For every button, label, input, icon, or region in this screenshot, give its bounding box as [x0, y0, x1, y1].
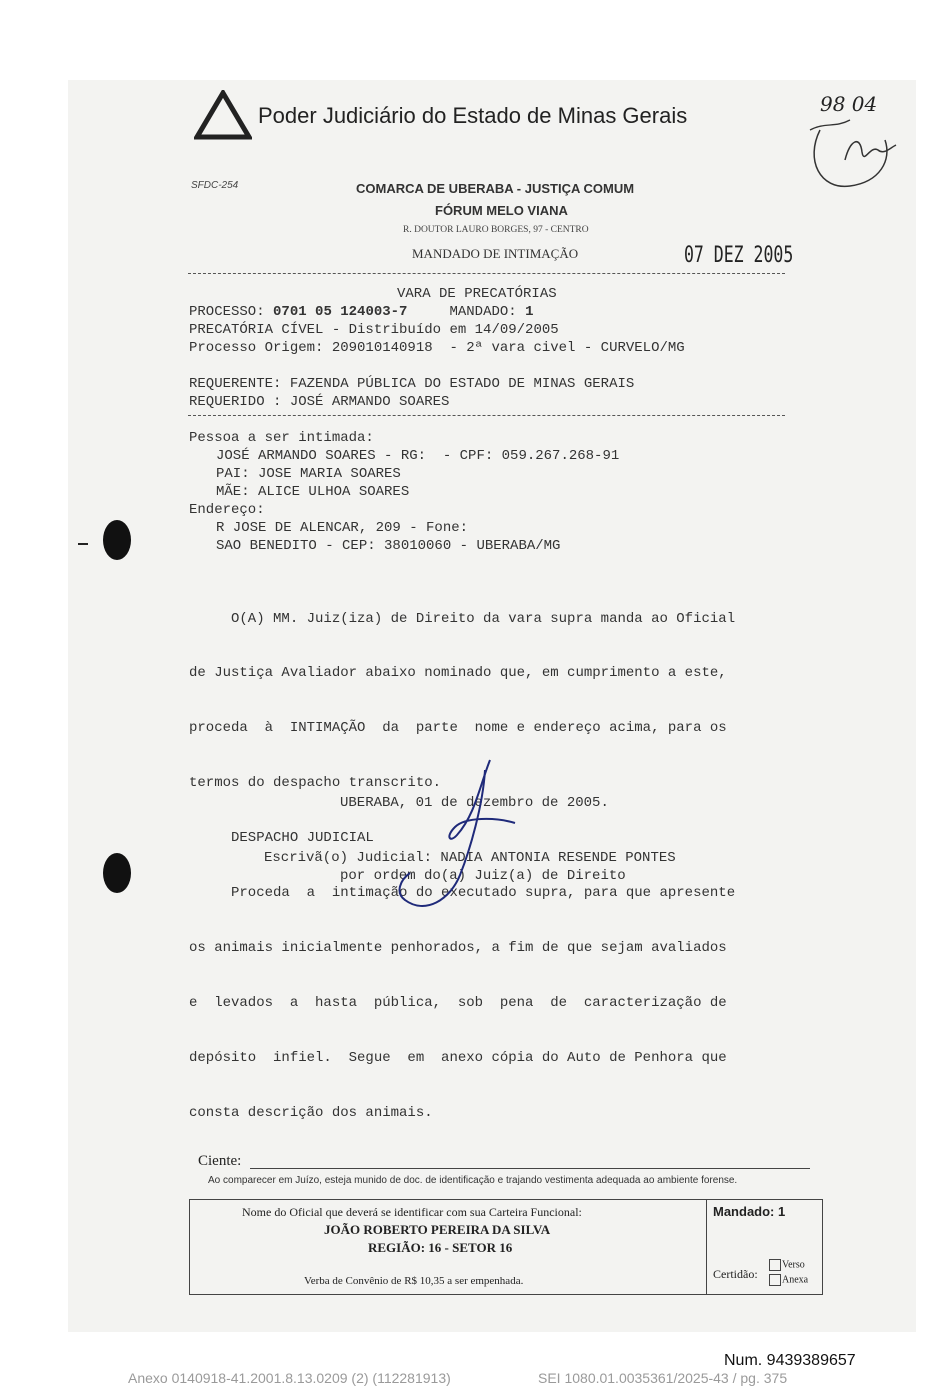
body-line: de Justiça Avaliador abaixo nominado que, em cumprimento a este,: [189, 665, 727, 682]
officer-box: [189, 1199, 823, 1295]
received-date-stamp: 07 DEZ 2005: [684, 243, 794, 268]
officer-region: REGIÃO: 16 - SETOR 16: [368, 1240, 513, 1255]
body-line: e levados a hasta pública, sob pena de caracterização de: [189, 994, 727, 1011]
ciente-label: Ciente:: [198, 1153, 242, 1169]
anexa-label: Anexa: [782, 1274, 809, 1286]
punch-hole: [103, 853, 131, 893]
sei-reference: SEI 1080.01.0035361/2025-43 / pg. 375: [538, 1370, 788, 1386]
mandado-label: MANDADO:: [449, 304, 517, 320]
body-line: proceda à INTIMAÇÃO da parte nome e endereço acima, para os: [189, 720, 727, 737]
verba-text: Verba de Convênio de R$ 10,35 a ser empenhada.: [304, 1275, 524, 1287]
verso-option: [769, 1259, 805, 1271]
address-heading: Endereço:: [189, 502, 265, 518]
vara-name: VARA DE PRECATÓRIAS: [397, 286, 557, 302]
address-line-2: SAO BENEDITO - CEP: 38010060 - UBERABA/MG: [216, 538, 561, 554]
person-heading: Pessoa a ser intimada:: [189, 430, 374, 446]
person-father: PAI: JOSE MARIA SOARES: [216, 466, 401, 482]
handwritten-signature-icon: [395, 755, 525, 915]
officer-intro: Nome do Oficial que deverá se identificar com sua Carteira Funcional:: [242, 1205, 582, 1219]
address-line-1: R JOSE DE ALENCAR, 209 - Fone:: [216, 520, 469, 536]
order-line: por ordem do(a) Juiz(a) de Direito: [340, 868, 626, 884]
body-line: O(A) MM. Juiz(iza) de Direito da vara supra manda ao Oficial: [189, 610, 736, 627]
processo-label: PROCESSO:: [189, 304, 265, 320]
body-line: DESPACHO JUDICIAL: [189, 830, 374, 847]
person-name-line: JOSÉ ARMANDO SOARES - RG: - CPF: 059.267.268-91: [216, 448, 620, 464]
anexa-option: [769, 1274, 808, 1286]
verso-label: Verso: [782, 1259, 805, 1271]
handwritten-annotation: 98 04: [820, 92, 878, 116]
box-divider: [706, 1200, 707, 1294]
person-mother: MÃE: ALICE ULHOA SOARES: [216, 484, 410, 500]
requerido-line: REQUERIDO : JOSÉ ARMANDO SOARES: [189, 394, 450, 410]
forum-address: R. DOUTOR LAURO BORGES, 97 - CENTRO: [403, 225, 589, 235]
processo-line: [189, 303, 534, 321]
court-notice: Ao comparecer em Juízo, esteja munido de doc. de identificação e trajando vestimenta adequada ao ambiente forense.: [208, 1175, 738, 1186]
comarca-title: COMARCA DE UBERABA - JUSTIÇA COMUM: [356, 181, 635, 196]
verso-checkbox[interactable]: [769, 1259, 781, 1271]
mandado-number: 1: [525, 304, 534, 320]
requerente-line: REQUERENTE: FAZENDA PÚBLICA DO ESTADO DE MINAS GERAIS: [189, 376, 635, 392]
body-line: consta descrição dos animais.: [189, 1104, 433, 1121]
body-line: Proceda a intimação do executado supra, para que apresente: [189, 885, 736, 902]
officer-name: JOÃO ROBERTO PEREIRA DA SILVA: [324, 1222, 551, 1237]
handwritten-initials-icon: [800, 90, 910, 195]
attachment-reference: Anexo 0140918-41.2001.8.13.0209 (2) (112281913): [128, 1370, 451, 1386]
certidao-label: Certidão:: [713, 1267, 758, 1281]
scan-mark: [78, 543, 88, 545]
place-date: UBERABA, 01 de dezembro de 2005.: [340, 795, 609, 811]
document-type: MANDADO DE INTIMAÇÃO: [412, 246, 579, 261]
body-line: os animais inicialmente penhorados, a fim de que sejam avaliados: [189, 939, 727, 956]
ciente-signature-line: [250, 1168, 810, 1169]
document-number: Num. 9439389657: [724, 1352, 856, 1369]
form-code: SFDC-254: [191, 180, 239, 191]
anexa-checkbox[interactable]: [769, 1274, 781, 1286]
institution-title: Poder Judiciário do Estado de Minas Gerais: [258, 103, 688, 128]
mandado-box-label: Mandado: 1: [713, 1204, 786, 1219]
processo-number: 0701 05 124003-7: [273, 304, 408, 320]
punch-hole: [103, 520, 131, 560]
divider: [188, 415, 785, 416]
body-line: depósito infiel. Segue em anexo cópia do Auto de Penhora que: [189, 1049, 727, 1066]
divider: [188, 273, 785, 274]
origem-line: Processo Origem: 209010140918 - 2ª vara civel - CURVELO/MG: [189, 340, 685, 356]
body-line: termos do despacho transcrito.: [189, 775, 442, 792]
judiciary-logo-icon: [194, 90, 252, 140]
forum-title: FÓRUM MELO VIANA: [435, 203, 568, 218]
clerk-line: Escrivã(o) Judicial: NADIA ANTONIA RESENDE PONTES: [264, 850, 676, 866]
precatoria-line: PRECATÓRIA CÍVEL - Distribuído em 14/09/2005: [189, 322, 559, 338]
